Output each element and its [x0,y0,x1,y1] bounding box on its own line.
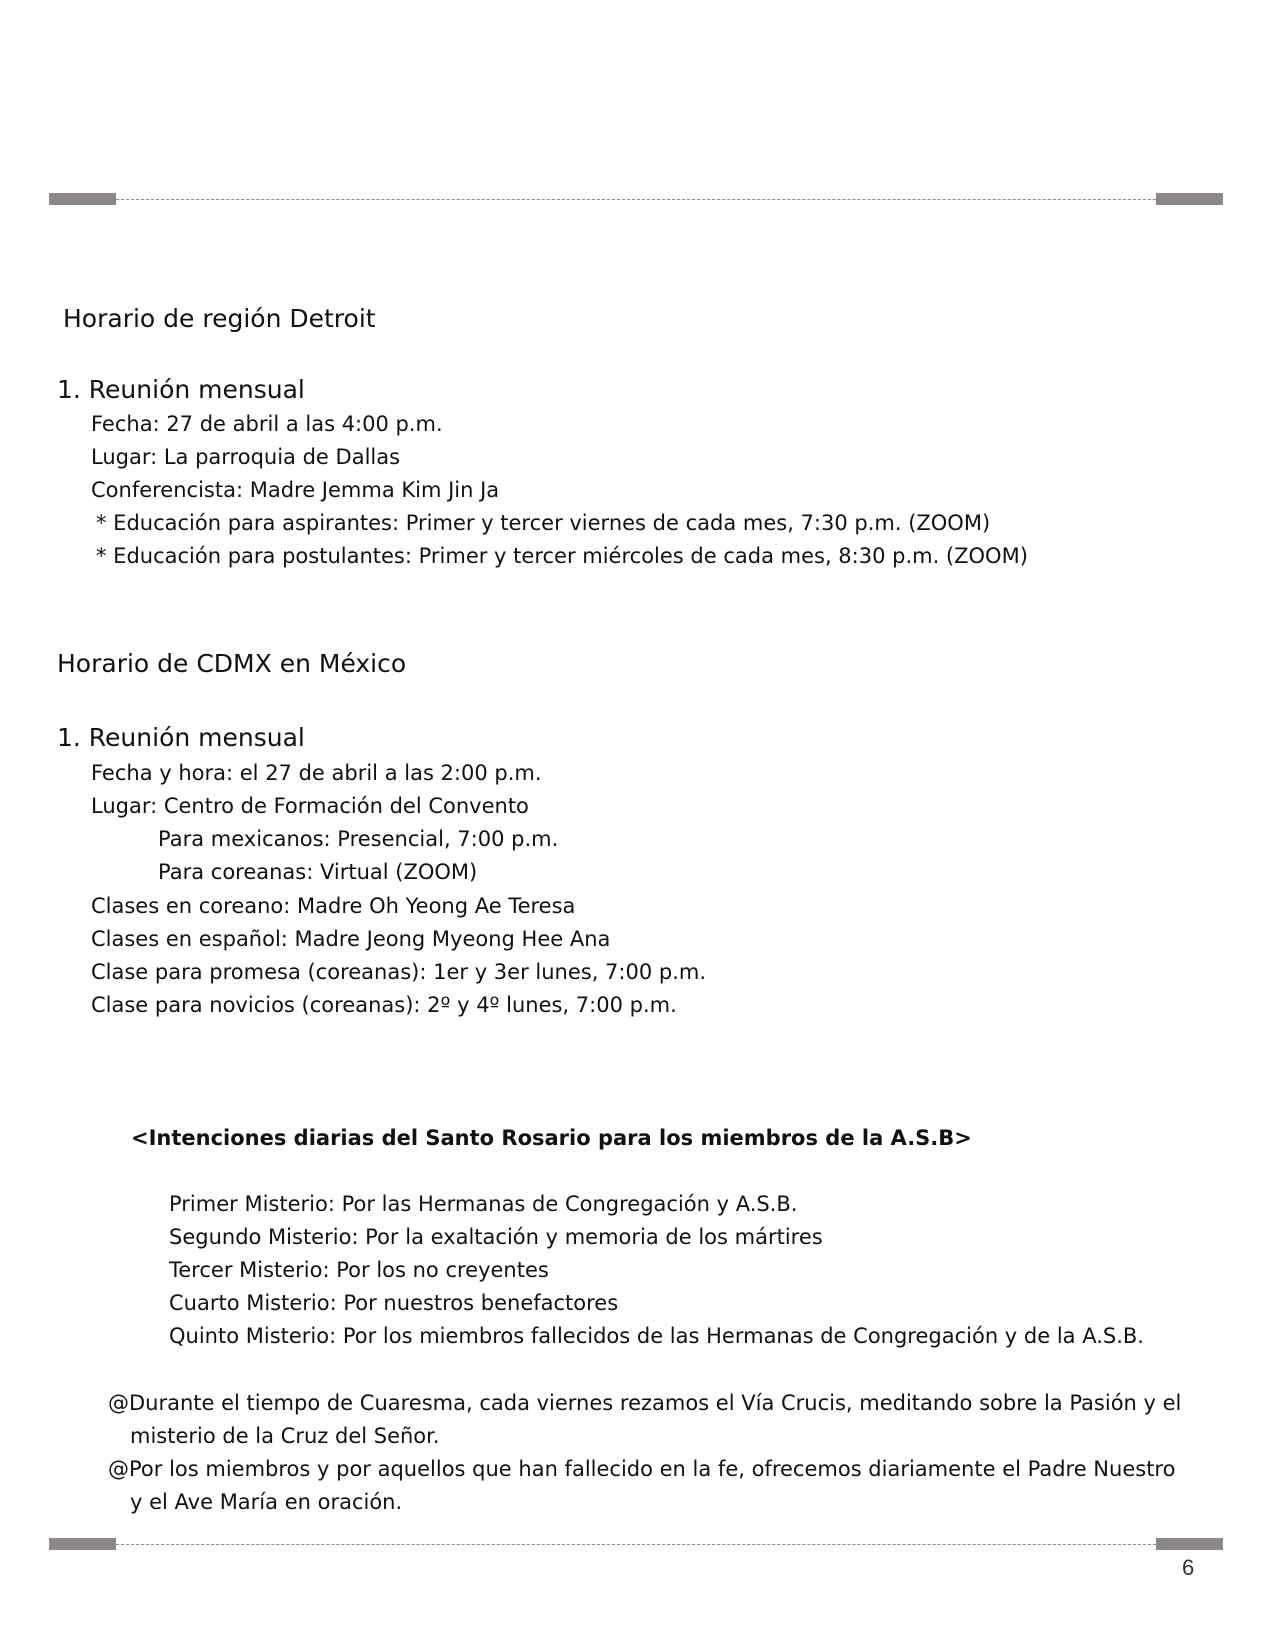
detroit-title: Horario de región Detroit [63,304,376,333]
rosary-mystery: Segundo Misterio: Por la exaltación y memoria de los mártires [169,1225,823,1249]
rosary-mystery: Primer Misterio: Por las Hermanas de Congregación y A.S.B. [169,1192,798,1216]
detroit-item-heading: 1. Reunión mensual [57,375,305,404]
cdmx-line: Clase para promesa (coreanas): 1er y 3er lunes, 7:00 p.m. [91,960,707,984]
page-number: 6 [1182,1555,1195,1580]
top-divider [49,193,1223,207]
rosary-mystery: Quinto Misterio: Por los miembros fallecidos de las Hermanas de Congregación y de la A.S.B. [169,1324,1144,1348]
cdmx-line: Lugar: Centro de Formación del Convento [91,794,529,818]
cdmx-line: Clase para novicios (coreanas): 2º y 4º lunes, 7:00 p.m. [91,993,677,1017]
cdmx-line: Para mexicanos: Presencial, 7:00 p.m. [158,827,559,851]
rosary-note-continuation: misterio de la Cruz del Señor. [130,1424,440,1448]
rosary-note: @Durante el tiempo de Cuaresma, cada viernes rezamos el Vía Crucis, meditando sobre la Pasión y el [108,1391,1182,1415]
cdmx-title: Horario de CDMX en México [57,649,407,678]
detroit-line: * Educación para postulantes: Primer y tercer miércoles de cada mes, 8:30 p.m. (ZOOM) [96,544,1028,568]
cdmx-line: Para coreanas: Virtual (ZOOM) [158,860,478,884]
bottom-divider [49,1538,1223,1552]
detroit-line: Lugar: La parroquia de Dallas [91,445,401,469]
rosary-mystery: Tercer Misterio: Por los no creyentes [169,1258,549,1282]
detroit-line: Fecha: 27 de abril a las 4:00 p.m. [91,412,443,436]
cdmx-line: Clases en coreano: Madre Oh Yeong Ae Teresa [91,894,576,918]
cdmx-line: Clases en español: Madre Jeong Myeong Hee Ana [91,927,611,951]
cdmx-line: Fecha y hora: el 27 de abril a las 2:00 p.m. [91,761,542,785]
rosary-note: @Por los miembros y por aquellos que han fallecido en la fe, ofrecemos diariamente el Padre Nuestro [108,1457,1176,1481]
rosary-note-continuation: y el Ave María en oración. [130,1490,403,1514]
rosary-mystery: Cuarto Misterio: Por nuestros benefactores [169,1291,619,1315]
cdmx-item-heading: 1. Reunión mensual [57,723,305,752]
detroit-line: Conferencista: Madre Jemma Kim Jin Ja [91,478,500,502]
detroit-line: * Educación para aspirantes: Primer y tercer viernes de cada mes, 7:30 p.m. (ZOOM) [96,511,991,535]
rosary-title: <Intenciones diarias del Santo Rosario para los miembros de la A.S.B> [131,1126,972,1150]
